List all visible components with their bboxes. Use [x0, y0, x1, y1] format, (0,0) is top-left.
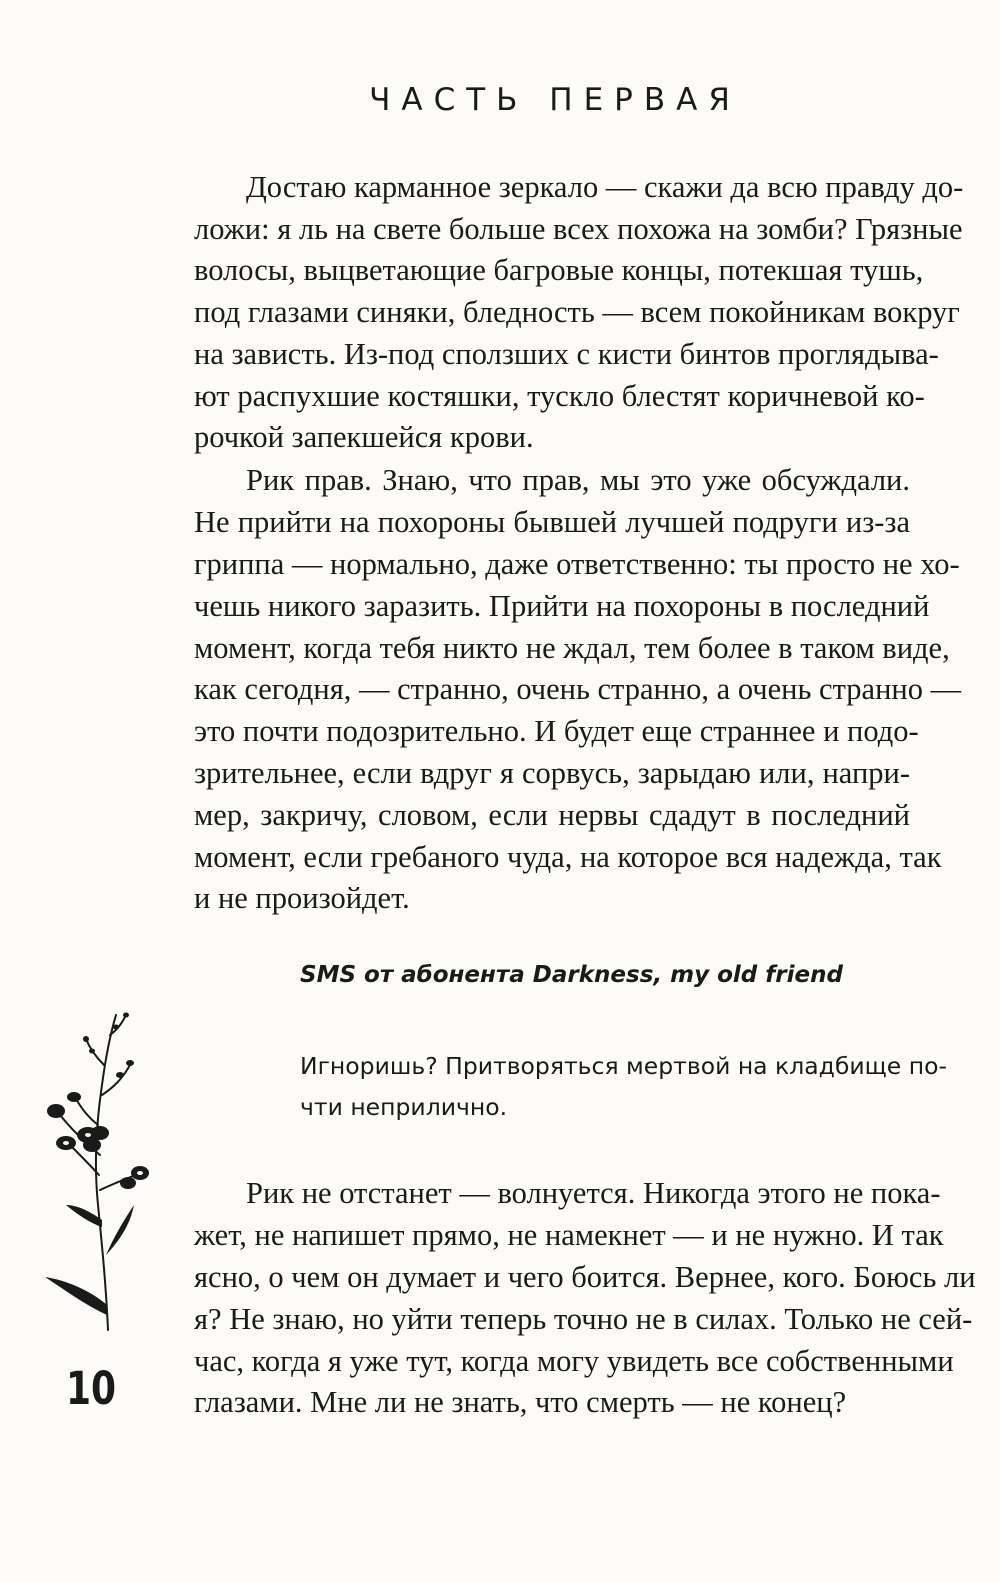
text-line: чешь никого заразить. Прийти на похороны в последний — [194, 589, 930, 623]
text-line: Достаю карманное зеркало — скажи да всю правду до- — [246, 170, 964, 204]
sms-text-line: чти неприлично. — [300, 1093, 508, 1121]
page-number: 10 — [66, 1362, 117, 1415]
text-line: зрительнее, если вдруг я сорвусь, зарыдаю или, напри- — [194, 756, 910, 790]
chapter-title: ЧАСТЬ ПЕРВАЯ — [369, 82, 741, 118]
text-line: ясно, о чем он думает и чего боится. Вернее, кого. Боюсь ли — [194, 1260, 976, 1294]
text-line: ложи: я ль на свете больше всех похожа на зомби? Грязные — [194, 212, 963, 246]
sms-text-line: Игноришь? Притворяться мертвой на кладбище по- — [300, 1052, 947, 1080]
text-line: момент, когда тебя никто не ждал, тем более в таком виде, — [194, 631, 950, 665]
text-line: и не произойдет. — [194, 881, 410, 915]
text-line: рочкой запекшейся крови. — [194, 420, 534, 454]
text-line: волосы, выцветающие багровые концы, потекшая тушь, — [194, 253, 924, 287]
text-line: жет, не напишет прямо, не намекнет — и не нужно. И так — [194, 1218, 944, 1252]
text-line: это почти подозрительно. И будет еще страннее и подо- — [194, 714, 919, 748]
text-line: ют распухшие костяшки, тускло блестят коричневой ко- — [194, 379, 925, 413]
text-line: на зависть. Из-под сползших с кисти бинтов проглядыва- — [194, 337, 939, 371]
fireweed-plant-icon — [30, 1005, 155, 1335]
text-line: момент, если гребаного чуда, на которое вся надежда, так — [194, 840, 942, 874]
text-line: час, когда я уже тут, когда могу увидеть все собственными — [194, 1344, 954, 1378]
text-line: Не прийти на похороны бывшей лучшей подруги из-за — [194, 505, 910, 539]
text-line: гриппа — нормально, даже ответственно: ты просто не хо- — [194, 547, 960, 581]
text-line: Рик прав. Знаю, что прав, мы это уже обсуждали. — [246, 463, 910, 497]
sms-header: SMS от абонента Darkness, my old friend — [300, 962, 843, 988]
text-line: я? Не знаю, но уйти теперь точно не в силах. Только не сей- — [194, 1302, 973, 1336]
text-line: под глазами синяки, бледность — всем покойникам вокруг — [194, 295, 960, 329]
text-line: как сегодня, — странно, очень странно, а очень странно — — [194, 672, 962, 706]
text-line: мер, закричу, словом, если нервы сдадут в последний — [194, 798, 910, 832]
text-line: Рик не отстанет — волнуется. Никогда этого не пока- — [246, 1176, 941, 1210]
text-line: глазами. Мне ли не знать, что смерть — не конец? — [194, 1385, 847, 1419]
